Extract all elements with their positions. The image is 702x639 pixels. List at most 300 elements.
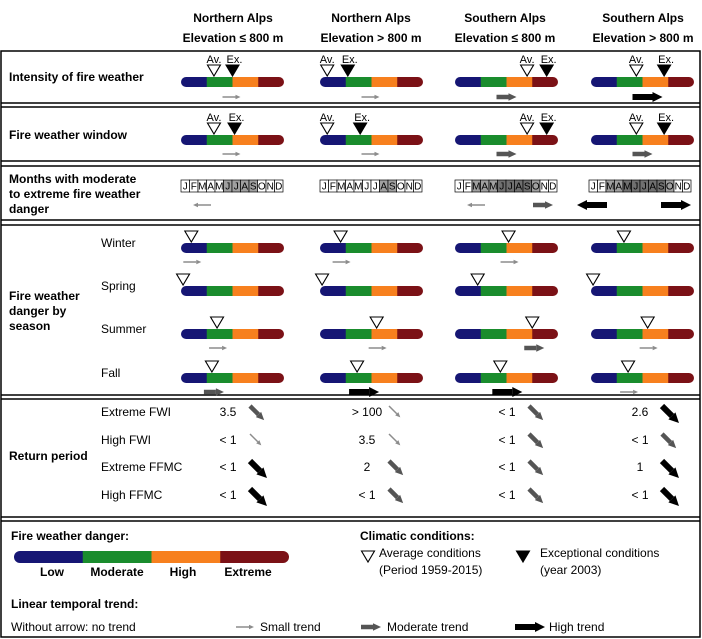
season3-col2-scale-bar <box>320 329 424 339</box>
season2-col3-scale-bar-seg-extreme <box>532 286 558 296</box>
months-col3-month-letter: J <box>507 181 513 193</box>
months-col4-trend-right-1-head <box>681 200 691 210</box>
season1-col2-scale-bar-seg-moderate <box>346 243 372 253</box>
header-col3-line1: Southern Alps <box>464 11 546 25</box>
return-col1-row1-trend-arrow-shaft <box>250 406 258 414</box>
season1-col3-average-marker <box>502 231 515 242</box>
intensity-col1-exceptional-marker <box>226 65 239 76</box>
season4-col1-scale-bar <box>181 373 285 383</box>
return-col2-row1-value: > 100 <box>351 405 383 419</box>
season4-col4-scale-bar-seg-high <box>643 373 669 383</box>
header-col2-line2: Elevation > 800 m <box>320 31 422 45</box>
legend-high-trend: High trend <box>549 620 605 634</box>
window-col2-trend-arrow-head <box>375 152 380 157</box>
return-col3-row1-trend-arrow-shaft <box>529 406 537 414</box>
season3-col4-scale-bar <box>591 329 695 339</box>
intensity-col4-average-marker <box>630 65 643 76</box>
months-col1-month-letter: M <box>215 181 224 193</box>
legend-level-extreme: Extreme <box>224 565 272 579</box>
return-col1-row3-trend-arrow-shaft <box>250 461 260 471</box>
intensity-col3-scale-bar-seg-high <box>507 77 533 87</box>
label-window: Fire weather window <box>9 128 128 142</box>
months-col2-month-letter: S <box>388 181 396 193</box>
return-col2-row2-value: 3.5 <box>358 433 376 447</box>
intensity-col3-exceptional-label: Ex. <box>540 54 557 66</box>
season2-col3-scale-bar-seg-high <box>507 286 533 296</box>
season4-col3-scale-bar-seg-high <box>507 373 533 383</box>
months-col4-month-letter: F <box>598 181 605 193</box>
season2-col4-scale-bar-seg-high <box>643 286 669 296</box>
season3-col3-scale-bar-seg-extreme <box>532 329 558 339</box>
window-col4-exceptional-label: Ex. <box>658 112 675 124</box>
legend-exceptional-line1: Exceptional conditions <box>540 546 660 560</box>
months-col1-month-letter: J <box>182 181 188 193</box>
return-col3-row3-value: < 1 <box>498 460 516 474</box>
season1-col1-scale-bar <box>181 243 285 253</box>
months-col1-month-letter: J <box>233 181 239 193</box>
season1-col3-trend-arrow-head <box>514 260 519 265</box>
season4-col4-scale-bar-seg-extreme <box>668 373 694 383</box>
return-col1-row4-trend-arrow-shaft <box>250 489 260 499</box>
months-col3-month-letter: M <box>489 181 498 193</box>
return-col4-row3-value: 1 <box>636 460 644 474</box>
season4-col3-scale-bar-seg-low <box>455 373 481 383</box>
season2-col4-scale-bar <box>591 286 695 296</box>
months-col1-month-letter: D <box>275 181 283 193</box>
intensity-col2-scale-bar-seg-moderate <box>346 77 372 87</box>
return-col4-row4-value: < 1 <box>631 488 649 502</box>
label-return: Return period <box>9 449 88 463</box>
window-col1-scale-bar <box>181 135 285 145</box>
label-months-line3: danger <box>9 202 50 216</box>
return-col4-row1-trend-arrow-shaft <box>662 406 672 416</box>
season4-col2-scale-bar <box>320 373 424 383</box>
return-col1-row4-value: < 1 <box>219 488 237 502</box>
window-col4-scale-bar-seg-extreme <box>668 135 694 145</box>
return-col3-row2-value: < 1 <box>498 433 516 447</box>
season2-col1-scale-bar-seg-moderate <box>207 286 233 296</box>
window-col3-exceptional-marker <box>540 123 553 134</box>
season1-col3-scale-bar-seg-extreme <box>532 243 558 253</box>
intensity-col1-average-marker <box>207 65 220 76</box>
window-col3-scale-bar-seg-moderate <box>481 135 507 145</box>
season2-col2-scale-bar-seg-high <box>372 286 398 296</box>
return-col2-row2-trend-arrow-shaft <box>389 434 397 442</box>
intensity-col2-scale-bar-seg-low <box>320 77 346 87</box>
months-col3-month-letter: F <box>464 181 471 193</box>
intensity-col2-exceptional-marker <box>341 65 354 76</box>
window-col3-scale-bar-seg-extreme <box>532 135 558 145</box>
window-col1-scale-bar-seg-high <box>233 135 259 145</box>
intensity-col4-scale-bar <box>591 77 695 87</box>
months-col1-month-letter: J <box>225 181 231 193</box>
season4-col4-scale-bar-seg-low <box>591 373 617 383</box>
months-col3-month-letter: D <box>549 181 557 193</box>
label-season-winter: Winter <box>101 236 136 250</box>
season4-col4-scale-bar <box>591 373 695 383</box>
season4-col3-scale-bar-seg-moderate <box>481 373 507 383</box>
window-col4-scale-bar <box>591 135 695 145</box>
season3-col2-scale-bar-seg-extreme <box>397 329 423 339</box>
legend-average-line2: (Period 1959-2015) <box>379 563 483 577</box>
season2-col4-average-marker <box>587 274 600 285</box>
intensity-col4-scale-bar-seg-high <box>643 77 669 87</box>
season1-col3-scale-bar-seg-high <box>507 243 533 253</box>
season2-col1-scale-bar-seg-low <box>181 286 207 296</box>
label-return-high-ffmc: High FFMC <box>101 488 163 502</box>
months-col1-month-letter: O <box>257 181 266 193</box>
months-col3-month-letter: A <box>515 181 523 193</box>
season1-col1-scale-bar-seg-extreme <box>258 243 284 253</box>
season2-col1-scale-bar <box>181 286 285 296</box>
header-col4-line2: Elevation > 800 m <box>592 31 694 45</box>
label-season-line3: season <box>9 319 51 333</box>
months-col1-month-letter: S <box>249 181 257 193</box>
return-col4-row2-trend-arrow-shaft <box>662 434 670 442</box>
season4-col2-average-marker <box>351 361 364 372</box>
months-col4-trend-left-0-head <box>577 200 587 210</box>
header-col2-line1: Northern Alps <box>331 11 411 25</box>
season4-col2-scale-bar-seg-extreme <box>397 373 423 383</box>
months-col4-month-letter: O <box>665 181 674 193</box>
months-col3-month-letter: S <box>523 181 531 193</box>
season2-col3-scale-bar <box>455 286 559 296</box>
return-col4-row3-trend-arrow-shaft <box>662 461 672 471</box>
intensity-col2-exceptional-label: Ex. <box>341 54 358 66</box>
intensity-col2-average-label: Av. <box>319 54 335 66</box>
label-season-summer: Summer <box>101 322 147 336</box>
season3-col1-trend-arrow-head <box>222 346 227 351</box>
months-col3-month-letter: N <box>540 181 548 193</box>
season1-col4-scale-bar-seg-high <box>643 243 669 253</box>
return-col3-row2-trend-arrow-shaft <box>529 434 537 442</box>
season4-col1-scale-bar-seg-high <box>233 373 259 383</box>
season2-col2-average-marker <box>316 274 329 285</box>
season3-col3-scale-bar-seg-high <box>507 329 533 339</box>
season2-col1-scale-bar-seg-extreme <box>258 286 284 296</box>
season3-col3-average-marker <box>526 317 539 328</box>
season3-col2-trend-arrow-head <box>382 346 387 351</box>
season4-col1-scale-bar-seg-low <box>181 373 207 383</box>
season4-col4-average-marker <box>622 361 635 372</box>
season4-col3-scale-bar <box>455 373 559 383</box>
season1-col4-scale-bar-seg-moderate <box>617 243 643 253</box>
season2-col4-scale-bar-seg-low <box>591 286 617 296</box>
season3-col3-scale-bar-seg-low <box>455 329 481 339</box>
season4-col3-scale-bar-seg-extreme <box>532 373 558 383</box>
legend-level-moderate: Moderate <box>90 565 144 579</box>
months-col3-trend-right-1-head <box>545 201 553 209</box>
season3-col4-scale-bar-seg-moderate <box>617 329 643 339</box>
season3-col4-trend-arrow-head <box>653 346 658 351</box>
intensity-col4-trend-arrow-head <box>653 92 663 102</box>
legend <box>11 529 659 634</box>
legend-moderate-arrow-head <box>373 623 381 631</box>
legend-danger-scale <box>14 551 290 563</box>
legend-danger-scale-seg-low <box>14 551 83 563</box>
window-col2-scale-bar-seg-high <box>372 135 398 145</box>
intensity-col2-scale-bar <box>320 77 424 87</box>
intensity-col1-scale-bar-seg-moderate <box>207 77 233 87</box>
label-months-line2: to extreme fire weather <box>9 187 141 201</box>
months-col2-month-letter: A <box>380 181 388 193</box>
months-col3-month-letter: O <box>531 181 540 193</box>
legend-average-marker <box>362 551 375 562</box>
label-return-high-fwi: High FWI <box>101 433 152 447</box>
season3-col1-average-marker <box>211 317 224 328</box>
season3-col3-scale-bar <box>455 329 559 339</box>
legend-exceptional-marker <box>517 551 530 562</box>
intensity-col1-scale-bar <box>181 77 285 87</box>
months-col4-month-letter: A <box>649 181 657 193</box>
season1-col4-scale-bar-seg-extreme <box>668 243 694 253</box>
months-col1-month-letter: A <box>207 181 215 193</box>
window-col2-scale-bar-seg-moderate <box>346 135 372 145</box>
intensity-col3-average-marker <box>521 65 534 76</box>
label-months-line1: Months with moderate <box>9 172 137 186</box>
window-col1-exceptional-marker <box>228 123 241 134</box>
intensity-col2-scale-bar-seg-extreme <box>397 77 423 87</box>
legend-moderate-trend: Moderate trend <box>387 620 469 634</box>
window-col1-trend-arrow-head <box>236 152 241 157</box>
season3-col1-scale-bar-seg-moderate <box>207 329 233 339</box>
return-col2-row4-trend-arrow-shaft <box>389 489 397 497</box>
return-col1-row1-value: 3.5 <box>219 405 237 419</box>
legend-small-trend: Small trend <box>260 620 321 634</box>
season3-col4-scale-bar-seg-extreme <box>668 329 694 339</box>
season2-col4-scale-bar-seg-extreme <box>668 286 694 296</box>
season1-col3-scale-bar <box>455 243 559 253</box>
window-col4-scale-bar-seg-moderate <box>617 135 643 145</box>
legend-small-arrow-head <box>249 625 254 630</box>
legend-exceptional-line2: (year 2003) <box>540 563 602 577</box>
window-col2-scale-bar-seg-extreme <box>397 135 423 145</box>
season3-col4-average-marker <box>641 317 654 328</box>
season1-col4-average-marker <box>617 231 630 242</box>
season3-col2-scale-bar-seg-high <box>372 329 398 339</box>
window-col3-average-label: Av. <box>519 112 535 124</box>
legend-trend-title: Linear temporal trend: <box>11 597 139 611</box>
label-return-extreme-ffmc: Extreme FFMC <box>101 460 183 474</box>
window-col2-scale-bar <box>320 135 424 145</box>
legend-level-high: High <box>169 565 197 579</box>
season4-col4-scale-bar-seg-moderate <box>617 373 643 383</box>
return-col2-row1-trend-arrow-shaft <box>389 406 397 414</box>
return-col2-row3-trend-arrow-shaft <box>389 461 397 469</box>
intensity-col1-exceptional-label: Ex. <box>226 54 243 66</box>
window-col4-average-label: Av. <box>628 112 644 124</box>
months-col4-month-letter: M <box>623 181 632 193</box>
months-col4-month-letter: N <box>674 181 682 193</box>
label-season-line2: danger by <box>9 304 67 318</box>
season2-col3-scale-bar-seg-low <box>455 286 481 296</box>
season1-col1-scale-bar-seg-high <box>233 243 259 253</box>
return-col1-row2-trend-arrow-shaft <box>250 434 258 442</box>
intensity-col4-scale-bar-seg-low <box>591 77 617 87</box>
season1-col2-trend-arrow-head <box>346 260 351 265</box>
legend-danger-scale-seg-high <box>152 551 221 563</box>
label-intensity: Intensity of fire weather <box>9 70 144 84</box>
season2-col4-scale-bar-seg-moderate <box>617 286 643 296</box>
months-col2-month-letter: M <box>337 181 346 193</box>
months-col1-month-letter: N <box>266 181 274 193</box>
season1-col4-scale-bar-seg-low <box>591 243 617 253</box>
season4-col2-scale-bar-seg-high <box>372 373 398 383</box>
intensity-col4-average-label: Av. <box>628 54 644 66</box>
window-col3-scale-bar <box>455 135 559 145</box>
intensity-col4-exceptional-label: Ex. <box>658 54 675 66</box>
months-col2-month-letter: F <box>329 181 336 193</box>
window-col3-scale-bar-seg-high <box>507 135 533 145</box>
window-col4-trend-arrow-head <box>645 150 653 158</box>
season2-col2-scale-bar-seg-extreme <box>397 286 423 296</box>
label-season-spring: Spring <box>101 279 136 293</box>
months-col3-month-letter: A <box>481 181 489 193</box>
season1-col1-scale-bar-seg-low <box>181 243 207 253</box>
season1-col2-scale-bar <box>320 243 424 253</box>
return-col1-row2-value: < 1 <box>219 433 237 447</box>
return-col4-row2-value: < 1 <box>631 433 649 447</box>
months-col4-month-letter: J <box>633 181 639 193</box>
legend-climatic-title: Climatic conditions: <box>360 529 475 543</box>
intensity-col4-exceptional-marker <box>658 65 671 76</box>
return-col3-row1-value: < 1 <box>498 405 516 419</box>
legend-no-trend: Without arrow: no trend <box>11 620 136 634</box>
intensity-col1-trend-arrow-head <box>236 95 241 100</box>
window-col1-scale-bar-seg-moderate <box>207 135 233 145</box>
return-col1-row3-value: < 1 <box>219 460 237 474</box>
intensity-col1-scale-bar-seg-high <box>233 77 259 87</box>
window-col2-exceptional-label: Ex. <box>354 112 371 124</box>
intensity-col1-scale-bar-seg-low <box>181 77 207 87</box>
months-col1-month-letter: A <box>241 181 249 193</box>
window-col3-trend-arrow-head <box>509 150 517 158</box>
season1-col2-average-marker <box>334 231 347 242</box>
season3-col2-average-marker <box>370 317 383 328</box>
window-col3-scale-bar-seg-low <box>455 135 481 145</box>
months-col1-trend-left-0-head <box>193 203 198 208</box>
intensity-col1-average-label: Av. <box>206 54 222 66</box>
intensity-col3-trend-arrow-head <box>509 93 517 101</box>
header-col1-line2: Elevation ≤ 800 m <box>182 31 284 45</box>
season1-col3-scale-bar-seg-low <box>455 243 481 253</box>
months-col4-month-letter: D <box>683 181 691 193</box>
season4-col4-trend-arrow-head <box>633 390 638 395</box>
window-col1-exceptional-label: Ex. <box>228 112 245 124</box>
intensity-col3-average-label: Av. <box>519 54 535 66</box>
months-col2-month-letter: J <box>321 181 327 193</box>
season4-col2-scale-bar-seg-low <box>320 373 346 383</box>
return-col2-row4-value: < 1 <box>358 488 376 502</box>
window-col2-average-marker <box>321 123 334 134</box>
window-col4-average-marker <box>630 123 643 134</box>
season1-col1-scale-bar-seg-moderate <box>207 243 233 253</box>
legend-danger-scale-seg-moderate <box>83 551 152 563</box>
season2-col2-scale-bar <box>320 286 424 296</box>
intensity-col3-scale-bar-seg-moderate <box>481 77 507 87</box>
intensity-col2-scale-bar-seg-high <box>372 77 398 87</box>
months-col4-month-letter: J <box>641 181 647 193</box>
months-col1-month-letter: F <box>190 181 197 193</box>
season3-col2-scale-bar-seg-low <box>320 329 346 339</box>
season3-col4-scale-bar-seg-low <box>591 329 617 339</box>
season4-col1-scale-bar-seg-extreme <box>258 373 284 383</box>
months-col3-month-letter: J <box>499 181 505 193</box>
months-col2-month-letter: O <box>396 181 405 193</box>
season2-col1-average-marker <box>177 274 190 285</box>
months-col4-month-letter: S <box>657 181 665 193</box>
months-col4-month-letter: A <box>615 181 623 193</box>
season2-col3-average-marker <box>471 274 484 285</box>
months-col3-month-letter: M <box>472 181 481 193</box>
return-col4-row4-trend-arrow-shaft <box>662 489 672 499</box>
column-headers <box>183 11 694 45</box>
intensity-col2-trend-arrow-head <box>375 95 380 100</box>
header-col1-line1: Northern Alps <box>193 11 273 25</box>
months-col2-month-letter: D <box>414 181 422 193</box>
window-col1-scale-bar-seg-low <box>181 135 207 145</box>
window-col3-exceptional-label: Ex. <box>540 112 557 124</box>
header-col4-line1: Southern Alps <box>602 11 684 25</box>
season2-col2-scale-bar-seg-low <box>320 286 346 296</box>
months-col4-month-letter: J <box>590 181 596 193</box>
intensity-col2-average-marker <box>321 65 334 76</box>
season3-col1-scale-bar <box>181 329 285 339</box>
season3-col1-scale-bar-seg-high <box>233 329 259 339</box>
label-return-extreme-fwi: Extreme FWI <box>101 405 172 419</box>
legend-average-line1: Average conditions <box>379 546 481 560</box>
row-labels <box>9 70 183 502</box>
window-col1-average-marker <box>207 123 220 134</box>
season1-col2-scale-bar-seg-high <box>372 243 398 253</box>
season4-col3-average-marker <box>494 361 507 372</box>
window-col4-scale-bar-seg-high <box>643 135 669 145</box>
intensity-col1-scale-bar-seg-extreme <box>258 77 284 87</box>
legend-danger-scale-seg-extreme <box>220 551 289 563</box>
return-col3-row3-trend-arrow-shaft <box>529 461 537 469</box>
intensity-col3-scale-bar-seg-extreme <box>532 77 558 87</box>
season3-col4-scale-bar-seg-high <box>643 329 669 339</box>
legend-level-low: Low <box>40 565 64 579</box>
season1-col2-scale-bar-seg-low <box>320 243 346 253</box>
window-col4-exceptional-marker <box>658 123 671 134</box>
months-col2-month-letter: J <box>372 181 378 193</box>
return-col3-row4-trend-arrow-shaft <box>529 489 537 497</box>
window-col1-scale-bar-seg-extreme <box>258 135 284 145</box>
return-col3-row4-value: < 1 <box>498 488 516 502</box>
season3-col1-scale-bar-seg-low <box>181 329 207 339</box>
season3-col3-scale-bar-seg-moderate <box>481 329 507 339</box>
season4-col1-average-marker <box>205 361 218 372</box>
season4-col2-scale-bar-seg-moderate <box>346 373 372 383</box>
legend-high-arrow-head <box>535 622 545 632</box>
label-season-fall: Fall <box>101 366 121 380</box>
intensity-col3-scale-bar <box>455 77 559 87</box>
window-col1-average-label: Av. <box>206 112 222 124</box>
intensity-col3-exceptional-marker <box>540 65 553 76</box>
season1-col4-scale-bar <box>591 243 695 253</box>
months-col2-month-letter: M <box>354 181 363 193</box>
return-col4-row1-value: 2.6 <box>631 405 649 419</box>
months-col2-month-letter: J <box>364 181 370 193</box>
window-col2-scale-bar-seg-low <box>320 135 346 145</box>
months-col3-trend-left-0-head <box>467 203 472 208</box>
season3-col1-scale-bar-seg-extreme <box>258 329 284 339</box>
intensity-col3-scale-bar-seg-low <box>455 77 481 87</box>
months-col3-month-letter: J <box>456 181 462 193</box>
header-col3-line2: Elevation ≤ 800 m <box>454 31 556 45</box>
return-col2-row3-value: 2 <box>363 460 371 474</box>
